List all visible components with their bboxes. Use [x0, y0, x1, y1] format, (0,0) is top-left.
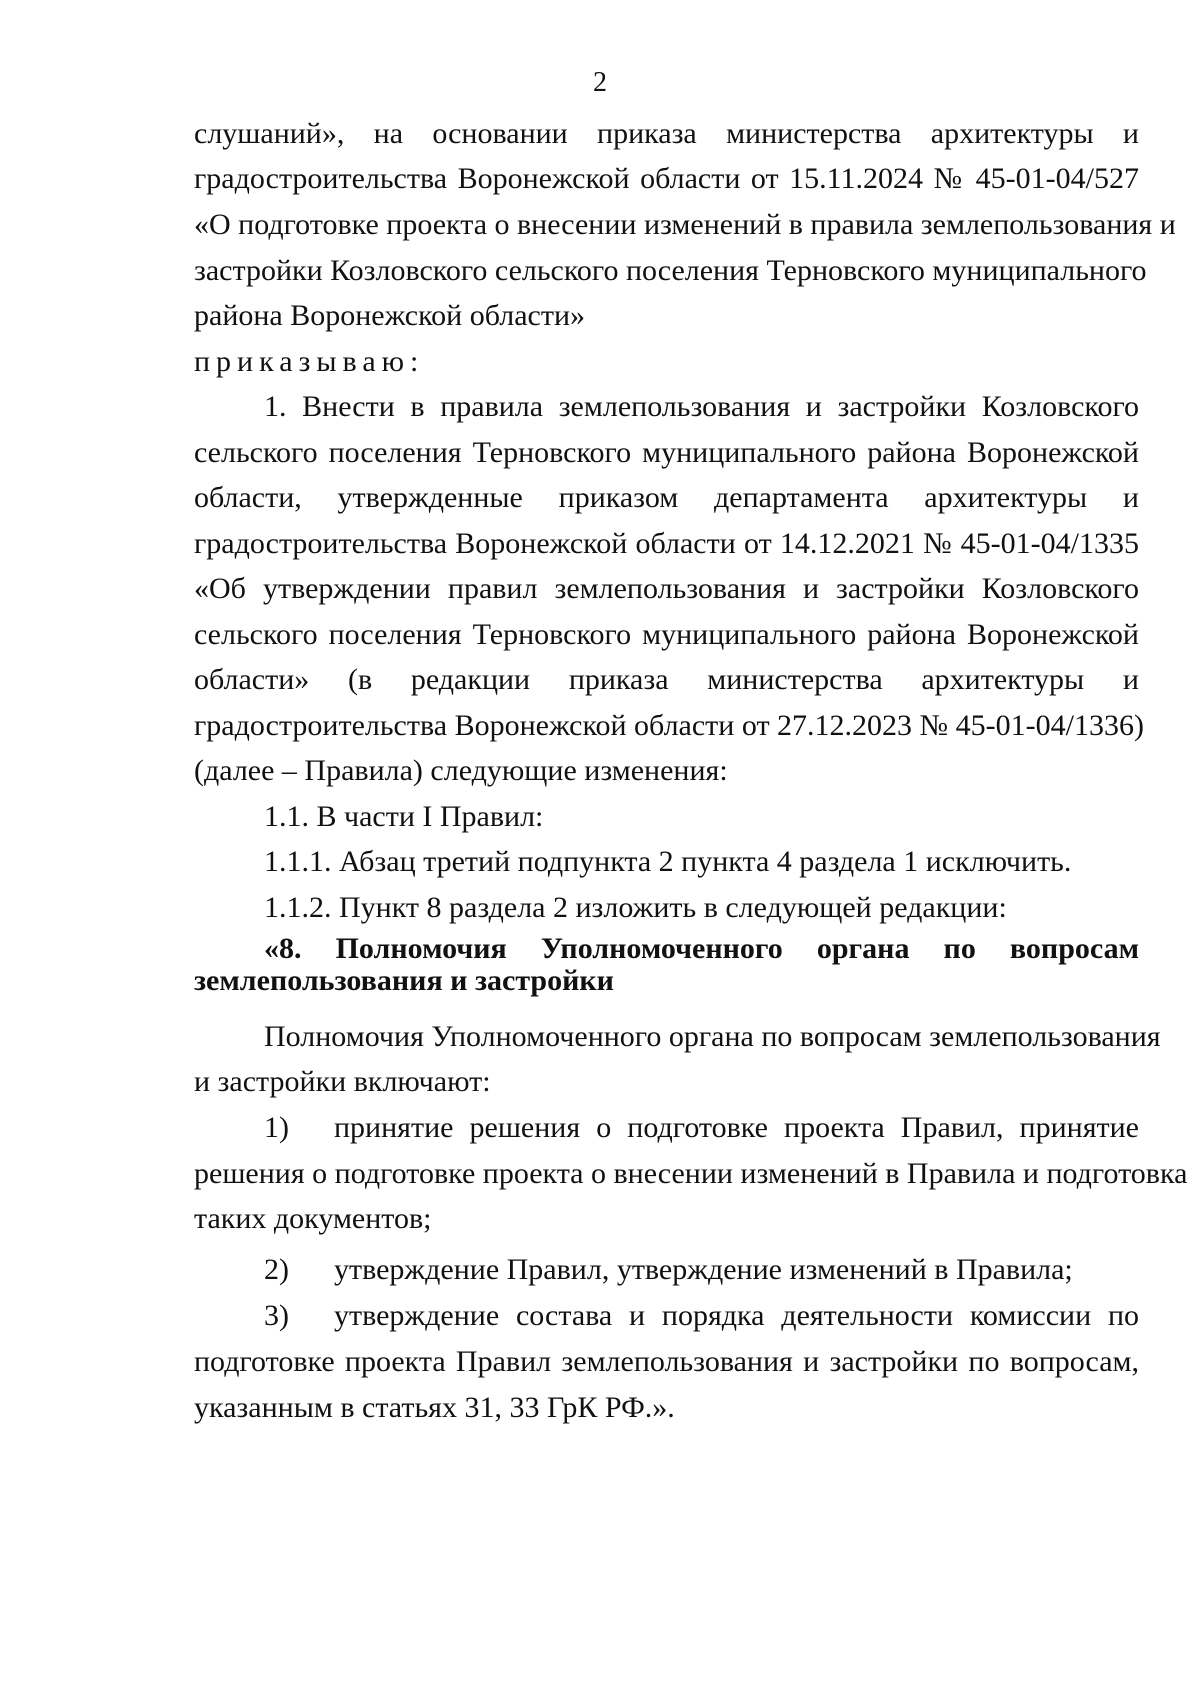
text-line: района Воронежской области»: [194, 299, 586, 332]
page-number: 2: [593, 67, 607, 98]
text-line: 1.1.1. Абзац третий подпункта 2 пункта 4 раздела 1 исключить.: [264, 845, 1072, 878]
list-item: [264, 1250, 1139, 1290]
text-line: сельского поселения Терновского муниципального района Воронежской: [194, 436, 1139, 469]
text-line: сельского поселения Терновского муниципального района Воронежской: [194, 618, 1139, 651]
list-item: [264, 1296, 1139, 1336]
list-item-number: 1): [264, 1111, 289, 1144]
text-line: 1.1. В части I Правил:: [264, 800, 544, 833]
text-line: «Об утверждении правил землепользования и застройки Козловского: [194, 572, 1139, 605]
text-line: таких документов;: [194, 1202, 432, 1235]
text-line: (далее – Правила) следующие изменения:: [194, 754, 728, 787]
text-line: указанным в статьях 31, 33 ГрК РФ.».: [194, 1391, 675, 1424]
text-line: 1.1.2. Пункт 8 раздела 2 изложить в следующей редакции:: [264, 891, 1007, 924]
text-line: застройки Козловского сельского поселения Терновского муниципального: [194, 254, 1147, 287]
section-heading: землепользования и застройки: [194, 964, 614, 997]
text-line: градостроительства Воронежской области от 14.12.2021 № 45-01-04/1335: [194, 527, 1139, 560]
text-line: «О подготовке проекта о внесении изменений в правила землепользования и: [194, 208, 1176, 241]
section-heading: «8. Полномочия Уполномоченного органа по вопросам: [264, 932, 1139, 965]
list-item-number: 2): [264, 1253, 289, 1286]
list-item-text: принятие решения о подготовке проекта Правил, принятие: [334, 1111, 1139, 1144]
text-line: решения о подготовке проекта о внесении изменений в Правила и подготовка: [194, 1157, 1188, 1190]
text-line: слушаний», на основании приказа министерства архитектуры и: [194, 117, 1139, 150]
list-item-number: 3): [264, 1299, 289, 1332]
list-item: [264, 1108, 1139, 1148]
list-item-text: утверждение состава и порядка деятельности комиссии по: [334, 1299, 1139, 1332]
text-line: градостроительства Воронежской области от 15.11.2024 № 45-01-04/527: [194, 162, 1139, 195]
text-line: и застройки включают:: [194, 1065, 491, 1098]
text-line: подготовке проекта Правил землепользования и застройки по вопросам,: [194, 1345, 1139, 1378]
text-line: градостроительства Воронежской области от 27.12.2023 № 45-01-04/1336): [194, 709, 1144, 742]
text-line: Полномочия Уполномоченного органа по вопросам землепользования: [264, 1020, 1161, 1053]
list-item-text: утверждение Правил, утверждение изменений в Правила;: [334, 1253, 1073, 1286]
text-line: 1. Внести в правила землепользования и застройки Козловского: [264, 390, 1139, 423]
text-line: области» (в редакции приказа министерства архитектуры и: [194, 663, 1139, 696]
text-line: области, утвержденные приказом департамента архитектуры и: [194, 481, 1139, 514]
order-word: приказываю:: [194, 345, 425, 378]
